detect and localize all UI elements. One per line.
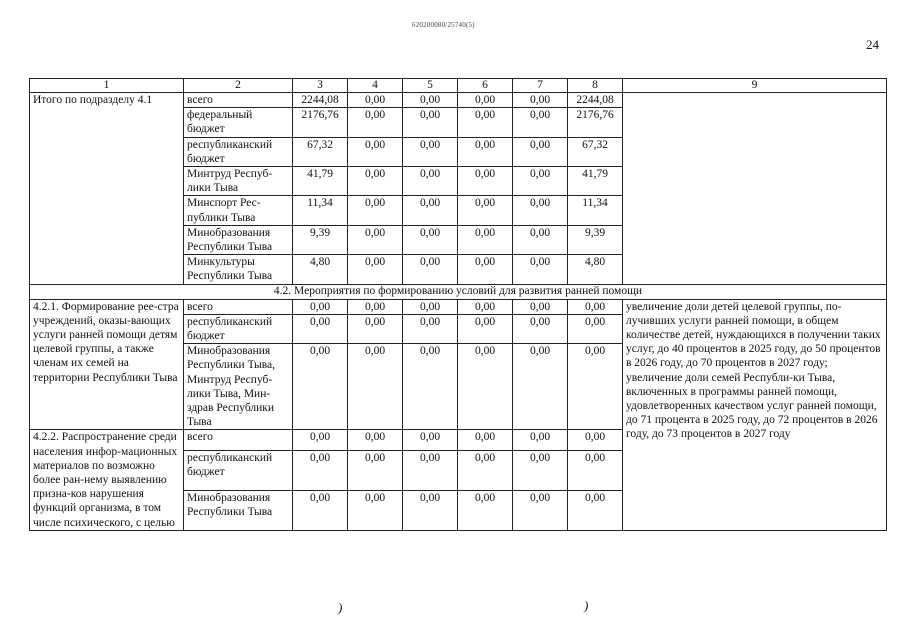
amount-cell: 0,00: [513, 108, 568, 137]
funding-source: Минтруд Респуб-лики Тыва: [184, 167, 293, 196]
amount-cell: 0,00: [403, 108, 458, 137]
amount-cell: 0,00: [403, 314, 458, 343]
amount-cell: 2244,08: [293, 93, 348, 108]
amount-cell: 0,00: [513, 196, 568, 225]
amount-cell: 0,00: [568, 430, 623, 451]
section-title: 4.2. Мероприятия по формированию условий для развития ранней помощи: [30, 284, 887, 299]
amount-cell: 0,00: [348, 299, 403, 314]
funding-source: республиканский бюджет: [184, 451, 293, 491]
amount-cell: 0,00: [348, 196, 403, 225]
amount-cell: 0,00: [513, 451, 568, 491]
amount-cell: 0,00: [348, 490, 403, 530]
amount-cell: 0,00: [458, 196, 513, 225]
amount-cell: 0,00: [293, 299, 348, 314]
effect-cell-empty: [623, 93, 887, 285]
amount-cell: 0,00: [458, 344, 513, 430]
funding-source: всего: [184, 430, 293, 451]
amount-cell: 0,00: [513, 167, 568, 196]
amount-cell: 0,00: [348, 430, 403, 451]
amount-cell: 4,80: [293, 255, 348, 284]
column-header: 8: [568, 79, 623, 93]
amount-cell: 0,00: [403, 196, 458, 225]
amount-cell: 0,00: [348, 108, 403, 137]
funding-source: республиканский бюджет: [184, 314, 293, 343]
amount-cell: 0,00: [403, 344, 458, 430]
amount-cell: 0,00: [568, 314, 623, 343]
amount-cell: 0,00: [513, 314, 568, 343]
amount-cell: 0,00: [568, 451, 623, 491]
table-row: [30, 299, 887, 314]
funding-source: Минкультуры Республики Тыва: [184, 255, 293, 284]
funding-source: Минспорт Рес-публики Тыва: [184, 196, 293, 225]
amount-cell: 0,00: [348, 451, 403, 491]
document-id: 620200080/25740(5): [412, 21, 475, 29]
amount-cell: 0,00: [293, 490, 348, 530]
amount-cell: 0,00: [458, 314, 513, 343]
amount-cell: 0,00: [403, 137, 458, 166]
amount-cell: 9,39: [293, 225, 348, 254]
measure-name: 4.2.2. Распространение среди населения инфор-мационных материалов по возможно более ран-нему выявлению призна-ков нарушения функций организма, в том числе психического, с целью: [30, 430, 184, 530]
amount-cell: 0,00: [293, 344, 348, 430]
amount-cell: 0,00: [458, 430, 513, 451]
amount-cell: 0,00: [403, 430, 458, 451]
amount-cell: 0,00: [458, 167, 513, 196]
funding-source: Минобразования Республики Тыва: [184, 225, 293, 254]
amount-cell: 0,00: [568, 344, 623, 430]
amount-cell: 0,00: [513, 93, 568, 108]
column-header: 5: [403, 79, 458, 93]
amount-cell: 0,00: [403, 299, 458, 314]
amount-cell: 0,00: [458, 137, 513, 166]
amount-cell: 0,00: [348, 255, 403, 284]
column-header: 7: [513, 79, 568, 93]
amount-cell: 0,00: [458, 255, 513, 284]
funding-source: федеральный бюджет: [184, 108, 293, 137]
expected-result: увеличение доли детей целевой группы, по-лучивших услуги ранней помощи, в общем количестве детей, нуждающихся в получении таких услуг, до 40 процентов в 2025 году, до 50 процентов в 2026 году, до 70 процентов в 2027 году; увеличение доли семей Республи-ки Тыва, включенных в программы ранней помощи, удовлетворенных качеством услуг ранней помощи, до 71 процента в 2025 году, до 72 процентов в 2026 году, до 73 процентов в 2027 году: [623, 299, 887, 530]
column-header: 6: [458, 79, 513, 93]
funding-source: Минобразования Республики Тыва: [184, 490, 293, 530]
amount-cell: 0,00: [403, 255, 458, 284]
amount-cell: 67,32: [568, 137, 623, 166]
amount-cell: 0,00: [458, 490, 513, 530]
amount-cell: 0,00: [513, 430, 568, 451]
amount-cell: 0,00: [403, 490, 458, 530]
subtotal-label: Итого по подразделу 4.1: [30, 93, 184, 285]
column-header: 3: [293, 79, 348, 93]
margin-mark-right: ): [584, 598, 589, 613]
funding-source: всего: [184, 299, 293, 314]
amount-cell: 0,00: [348, 344, 403, 430]
amount-cell: 67,32: [293, 137, 348, 166]
amount-cell: 0,00: [458, 108, 513, 137]
column-number-row: [30, 79, 887, 93]
amount-cell: 0,00: [513, 137, 568, 166]
amount-cell: 0,00: [348, 137, 403, 166]
amount-cell: 0,00: [293, 451, 348, 491]
funding-source: республиканский бюджет: [184, 137, 293, 166]
amount-cell: 0,00: [348, 314, 403, 343]
funding-source: всего: [184, 93, 293, 108]
amount-cell: 0,00: [403, 451, 458, 491]
amount-cell: 0,00: [403, 167, 458, 196]
amount-cell: 0,00: [513, 490, 568, 530]
amount-cell: 41,79: [293, 167, 348, 196]
amount-cell: 0,00: [348, 93, 403, 108]
table-row: [30, 93, 887, 108]
amount-cell: 41,79: [568, 167, 623, 196]
amount-cell: 0,00: [458, 93, 513, 108]
column-header: 9: [623, 79, 887, 93]
amount-cell: 0,00: [403, 225, 458, 254]
amount-cell: 0,00: [293, 314, 348, 343]
amount-cell: 2176,76: [293, 108, 348, 137]
amount-cell: 4,80: [568, 255, 623, 284]
margin-mark-left: ): [338, 600, 343, 615]
amount-cell: 0,00: [513, 225, 568, 254]
amount-cell: 0,00: [293, 430, 348, 451]
amount-cell: 0,00: [458, 225, 513, 254]
program-table: [29, 78, 887, 531]
amount-cell: 0,00: [568, 299, 623, 314]
section-row: [30, 284, 887, 299]
amount-cell: 0,00: [458, 299, 513, 314]
funding-source: Минобразования Республики Тыва, Минтруд Респуб-лики Тыва, Мин-здрав Республики Тыва: [184, 344, 293, 430]
amount-cell: 11,34: [568, 196, 623, 225]
measure-name: 4.2.1. Формирование рее-стра учреждений, оказы-вающих услуги ранней помощи детям целевой группы, а также членам их семей на территории Республики Тыва: [30, 299, 184, 430]
page-number: 24: [866, 37, 879, 52]
amount-cell: 0,00: [513, 299, 568, 314]
amount-cell: 0,00: [458, 451, 513, 491]
amount-cell: 0,00: [513, 255, 568, 284]
amount-cell: 11,34: [293, 196, 348, 225]
amount-cell: 2244,08: [568, 93, 623, 108]
amount-cell: 0,00: [348, 167, 403, 196]
amount-cell: 2176,76: [568, 108, 623, 137]
amount-cell: 0,00: [568, 490, 623, 530]
amount-cell: 0,00: [513, 344, 568, 430]
amount-cell: 9,39: [568, 225, 623, 254]
column-header: 4: [348, 79, 403, 93]
amount-cell: 0,00: [403, 93, 458, 108]
amount-cell: 0,00: [348, 225, 403, 254]
column-header: 1: [30, 79, 184, 93]
column-header: 2: [184, 79, 293, 93]
